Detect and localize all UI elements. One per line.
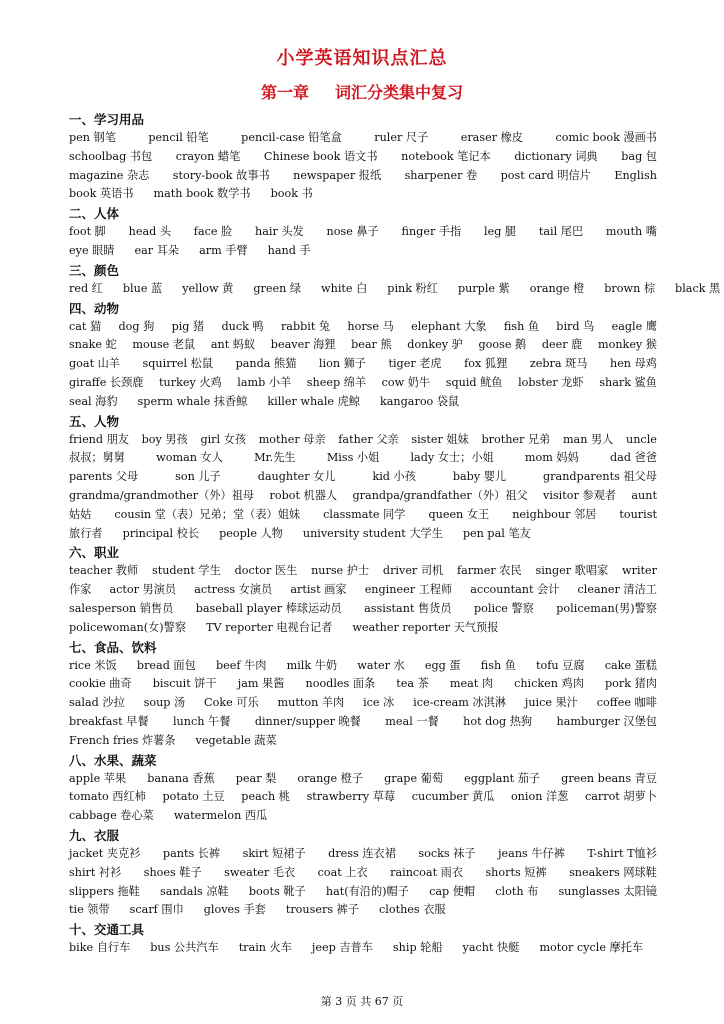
- vocab-term: cap 便帽: [429, 884, 476, 898]
- vocab-term: book 书: [270, 187, 313, 201]
- vocab-term: nose 鼻子: [326, 225, 379, 239]
- vocab-term: panda 熊猫: [235, 357, 297, 371]
- vocab-term: sunglasses 太阳镜: [558, 884, 657, 898]
- vocab-term: French fries 炸薯条: [69, 733, 176, 747]
- vocab-line: [69, 807, 657, 826]
- vocab-term: raincoat 雨衣: [390, 865, 464, 879]
- vocab-term: 作家: [69, 583, 92, 597]
- vocab-term: boots 靴子: [248, 884, 306, 898]
- vocab-term: actor 男演员: [109, 583, 177, 597]
- vocabulary-content: [69, 110, 721, 958]
- vocab-term: hamburger 汉堡包: [556, 714, 657, 728]
- vocab-term: arm 手臂: [199, 243, 248, 257]
- vocab-line: [69, 562, 657, 581]
- vocab-line: [69, 694, 657, 713]
- vocab-term: white 白: [321, 281, 368, 295]
- vocab-term: nurse 护士: [311, 564, 370, 578]
- vocab-term: tail 尾巴: [538, 225, 584, 239]
- vocab-term: cleaner 清洁工: [577, 583, 657, 597]
- vocab-line: [69, 883, 657, 902]
- vocab-term: grandpa/grandfather（外）祖父: [352, 488, 528, 502]
- vocab-term: bear 熊: [351, 338, 392, 352]
- vocab-term: 旅行者: [69, 526, 103, 540]
- vocab-term: eagle 鹰: [611, 319, 657, 333]
- vocab-term: eye 眼睛: [69, 243, 115, 257]
- vocab-term: leg 腿: [484, 225, 517, 239]
- vocab-term: aunt: [631, 488, 657, 502]
- vocab-term: girl 女孩: [200, 432, 247, 446]
- vocab-term: bird 鸟: [556, 319, 595, 333]
- vocab-term: accountant 会计: [470, 583, 560, 597]
- vocab-term: monkey 猴: [597, 338, 657, 352]
- vocab-line: [69, 675, 657, 694]
- vocab-term: sandals 凉鞋: [160, 884, 229, 898]
- section-heading: 三、颜色: [69, 262, 120, 278]
- vocab-term: clothes 衣服: [379, 903, 446, 917]
- vocab-term: cat 猫: [69, 319, 102, 333]
- vocab-line: [69, 525, 657, 544]
- vocab-term: story-book 故事书: [172, 168, 270, 182]
- vocab-line: [69, 506, 657, 525]
- vocab-line: [69, 939, 657, 958]
- vocab-term: visitor 参观者: [543, 488, 616, 502]
- vocab-term: pen 钢笔: [69, 131, 116, 144]
- vocab-term: finger 手指: [401, 225, 462, 239]
- vocab-term: notebook 笔记本: [401, 149, 491, 163]
- vocab-term: ruler 尺子: [374, 131, 429, 144]
- vocab-term: singer 歌唱家: [535, 564, 609, 578]
- vocab-term: 叔叔；舅舅: [69, 451, 125, 465]
- vocab-term: scarf 围巾: [129, 903, 184, 917]
- vocab-line: [69, 845, 657, 864]
- vocab-term: man 男人: [562, 432, 614, 446]
- vocab-term: hen 母鸡: [609, 357, 657, 371]
- vocab-term: brother 兄弟: [481, 432, 551, 446]
- vocab-term: principal 校长: [122, 526, 200, 540]
- vocab-term: writer: [622, 564, 657, 578]
- vocab-term: train 火车: [238, 941, 292, 955]
- vocab-term: dad 爸爸: [610, 451, 657, 465]
- vocab-term: jam 果酱: [237, 677, 285, 691]
- vocab-term: goose 鹅: [478, 338, 527, 352]
- vocab-line: [69, 468, 657, 487]
- vocab-term: sperm whale 抹香鲸: [137, 394, 248, 408]
- vocab-line: [69, 242, 657, 261]
- vocab-term: carrot 胡萝卜: [584, 790, 657, 804]
- vocab-term: cousin 堂（表）兄弟；堂（表）姐妹: [114, 507, 301, 521]
- vocab-term: pink 粉红: [387, 281, 438, 295]
- vocab-term: weather reporter 天气预报: [352, 620, 499, 634]
- vocab-term: water 水: [357, 658, 405, 672]
- vocab-term: slippers 拖鞋: [69, 884, 140, 898]
- section-heading: 二、人体: [69, 206, 120, 222]
- vocab-term: sheep 绵羊: [306, 375, 367, 389]
- vocab-term: mom 妈妈: [524, 451, 579, 465]
- vocab-term: shark 鲨鱼: [599, 375, 657, 389]
- vocab-term: father 父亲: [338, 432, 399, 446]
- vocab-term: breakfast 早餐: [69, 714, 149, 728]
- vocab-term: eraser 橡皮: [460, 131, 523, 144]
- vocab-term: 姑姑: [69, 507, 92, 521]
- vocab-term: banana 香蕉: [147, 771, 215, 785]
- vocab-term: trousers 裤子: [285, 903, 360, 917]
- vocab-term: fox 狐狸: [464, 357, 508, 371]
- vocab-term: foot 脚: [69, 225, 106, 239]
- chapter-name: 词汇分类集中复习: [335, 83, 464, 102]
- vocab-term: bus 公共汽车: [150, 941, 219, 955]
- vocab-term: ice-cream 冰淇淋: [413, 696, 507, 710]
- vocab-term: watermelon 西瓜: [173, 809, 268, 823]
- vocab-term: biscuit 饼干: [152, 677, 217, 691]
- vocab-term: seal 海豹: [69, 394, 118, 408]
- vocab-term: chicken 鸡肉: [514, 677, 584, 691]
- vocab-term: ice 冰: [363, 696, 395, 710]
- vocab-term: meal 一餐: [385, 714, 439, 728]
- vocab-term: police 警察: [473, 601, 534, 615]
- vocab-term: pants 长裤: [162, 846, 221, 860]
- vocab-line: [69, 431, 657, 450]
- vocab-term: cow 奶牛: [381, 375, 431, 389]
- vocab-term: policeman(男)警察: [556, 601, 657, 615]
- vocab-term: juice 果汁: [524, 696, 578, 710]
- vocab-term: green beans 青豆: [561, 771, 657, 785]
- vocab-term: tie 领带: [69, 903, 110, 917]
- vocab-term: egg 蛋: [424, 658, 461, 672]
- vocab-term: grandma/grandmother（外）祖母: [69, 488, 255, 502]
- vocab-term: Coke 可乐: [204, 696, 259, 710]
- vocab-term: tea 茶: [396, 677, 429, 691]
- vocab-term: baby 婴儿: [452, 470, 507, 484]
- vocab-term: book 英语书: [69, 187, 134, 201]
- vocab-term: orange 橙: [529, 281, 585, 295]
- vocab-term: pencil 铅笔: [148, 131, 209, 144]
- vocab-term: kid 小孩: [372, 470, 416, 484]
- section-heading: 九、衣服: [69, 827, 120, 843]
- vocab-term: salad 沙拉: [69, 696, 125, 710]
- vocab-term: woman 女人: [156, 451, 223, 465]
- section-heading: 一、学习用品: [69, 112, 145, 127]
- vocab-term: milk 牛奶: [286, 658, 338, 672]
- vocab-term: pear 梨: [235, 771, 277, 785]
- vocab-term: elephant 大象: [411, 319, 487, 333]
- vocab-term: pork 猪肉: [605, 677, 657, 691]
- vocab-line: [69, 864, 657, 883]
- vocab-line: [69, 713, 657, 732]
- vocab-term: cookie 曲奇: [69, 677, 132, 691]
- vocab-term: comic book 漫画书: [555, 131, 657, 144]
- vocab-term: soup 汤: [143, 696, 186, 710]
- section-heading: 十、交通工具: [69, 922, 145, 938]
- vocab-line: [69, 449, 657, 468]
- section-heading: 五、人物: [69, 413, 120, 429]
- vocab-term: cloth 布: [495, 884, 539, 898]
- vocab-term: cucumber 黄瓜: [411, 790, 495, 804]
- vocab-term: uncle: [626, 432, 657, 446]
- vocab-line: [69, 581, 657, 600]
- section-heading: 六、职业: [69, 545, 120, 561]
- vocab-line: [69, 148, 657, 167]
- vocab-term: cabbage 卷心菜: [69, 809, 154, 823]
- vocab-term: TV reporter 电视台记者: [206, 620, 333, 634]
- vocab-term: hair 头发: [255, 225, 304, 239]
- vocab-term: baseball player 棒球运动员: [195, 601, 342, 615]
- vocab-line: [69, 487, 657, 506]
- vocab-line: [69, 355, 657, 374]
- vocab-term: son 儿子: [175, 470, 221, 484]
- vocab-line: [69, 167, 657, 186]
- vocab-term: shirt 衬衫: [69, 865, 122, 879]
- vocab-term: green 绿: [253, 281, 302, 295]
- vocab-term: queen 女王: [428, 507, 490, 521]
- vocab-term: Chinese book 语文书: [263, 149, 378, 163]
- vocab-line: [69, 657, 657, 676]
- vocab-term: sister 姐妹: [411, 432, 469, 446]
- vocab-term: yellow 黄: [182, 281, 234, 295]
- vocab-line: [69, 336, 657, 355]
- vocab-term: artist 画家: [290, 583, 347, 597]
- vocab-term: sharpener 卷: [404, 168, 478, 182]
- vocab-term: engineer 工程师: [364, 583, 453, 597]
- vocab-term: teacher 教师: [69, 564, 139, 578]
- chapter-label: 第一章: [260, 83, 309, 102]
- vocab-term: hot dog 热狗: [463, 714, 533, 728]
- vocab-line: [69, 185, 657, 204]
- vocab-term: dictionary 词典: [514, 149, 598, 163]
- vocab-term: mouth 嘴: [605, 225, 657, 239]
- vocab-term: orange 橙子: [297, 771, 364, 785]
- vocab-term: boy 男孩: [141, 432, 188, 446]
- vocab-term: motor cycle 摩托车: [539, 941, 644, 955]
- vocab-term: meat 肉: [449, 677, 494, 691]
- vocab-term: giraffe 长颈鹿: [69, 375, 144, 389]
- vocab-term: goat 山羊: [69, 357, 120, 371]
- vocab-term: assistant 售货员: [364, 601, 452, 615]
- vocab-term: horse 马: [347, 319, 394, 333]
- vocab-line: [69, 393, 657, 412]
- vocab-term: squirrel 松鼠: [142, 357, 214, 371]
- vocab-term: duck 鸭: [221, 319, 264, 333]
- section-heading: 八、水果、蔬菜: [69, 752, 157, 768]
- vocab-term: lamb 小羊: [237, 375, 292, 389]
- vocab-term: beef 牛肉: [215, 658, 267, 672]
- vocab-term: parents 父母: [69, 470, 139, 484]
- vocab-term: tofu 豆腐: [536, 658, 585, 672]
- vocab-term: tomato 西红柿: [69, 790, 146, 804]
- vocab-term: onion 洋葱: [510, 790, 569, 804]
- vocab-term: bag 包: [621, 149, 657, 163]
- vocab-term: mother 母亲: [258, 432, 326, 446]
- vocab-term: socks 袜子: [418, 846, 476, 860]
- vocab-term: grape 葡萄: [384, 771, 444, 785]
- vocab-line: [69, 223, 657, 242]
- vocab-term: snake 蛇: [69, 338, 117, 352]
- vocab-term: fish 鱼: [503, 319, 540, 333]
- vocab-term: zebra 斑马: [529, 357, 588, 371]
- vocab-term: jacket 夹克衫: [69, 846, 141, 860]
- vocab-term: daughter 女儿: [257, 470, 336, 484]
- vocab-term: mouse 老鼠: [132, 338, 196, 352]
- vocab-term: neighbour 邻居: [512, 507, 597, 521]
- vocab-term: sneakers 网球鞋: [569, 865, 657, 879]
- vocab-term: lion 狮子: [318, 357, 366, 371]
- vocab-term: lady 女士；小姐: [410, 451, 494, 465]
- vocab-term: hand 手: [267, 243, 311, 257]
- vocab-term: salesperson 销售员: [69, 601, 174, 615]
- section-heading: 四、动物: [69, 300, 120, 316]
- vocab-term: pencil-case 铅笔盒: [241, 131, 342, 144]
- document-title: 小学英语知识点汇总: [276, 48, 448, 69]
- vocab-term: turkey 火鸡: [159, 375, 222, 389]
- vocab-term: donkey 驴: [407, 338, 463, 352]
- vocab-term: dress 连衣裙: [328, 846, 396, 860]
- vocab-term: killer whale 虎鲸: [267, 394, 360, 408]
- vocab-term: eggplant 茄子: [464, 771, 541, 785]
- vocab-term: shorts 短裤: [485, 865, 547, 879]
- vocab-term: friend 朋友: [69, 432, 129, 446]
- vocab-term: face 脸: [193, 225, 233, 239]
- vocab-term: lobster 龙虾: [518, 375, 584, 389]
- vocab-term: blue 蓝: [122, 281, 163, 295]
- vocab-term: classmate 同学: [323, 507, 406, 521]
- vocab-term: rabbit 兔: [280, 319, 331, 333]
- vocab-term: actress 女演员: [194, 583, 273, 597]
- vocab-term: crayon 蜡笔: [175, 149, 241, 163]
- vocab-term: peach 桃: [241, 790, 290, 804]
- vocab-term: vegetable 蔬菜: [195, 733, 277, 747]
- vocab-line: [69, 318, 657, 337]
- chapter-heading: [0, 80, 724, 103]
- vocab-term: math book 数学书: [153, 187, 251, 201]
- vocab-term: grandparents 祖父母: [543, 470, 657, 484]
- vocab-term: coffee 咖啡: [596, 696, 657, 710]
- vocab-line: [69, 280, 721, 299]
- vocab-term: beaver 海狸: [270, 338, 336, 352]
- vocab-term: ship 轮船: [392, 941, 443, 955]
- vocab-line: [69, 770, 657, 789]
- vocab-term: newspaper 报纸: [293, 168, 382, 182]
- vocab-term: apple 苹果: [69, 771, 127, 785]
- vocab-term: squid 鱿鱼: [445, 375, 503, 389]
- vocab-term: deer 鹿: [541, 338, 583, 352]
- vocab-term: dinner/supper 晚餐: [254, 714, 361, 728]
- vocab-term: policewoman(女)警察: [69, 620, 187, 634]
- vocab-term: noodles 面条: [305, 677, 376, 691]
- vocab-term: post card 明信片: [500, 168, 591, 182]
- vocab-term: pen pal 笔友: [462, 526, 531, 540]
- vocab-term: jeans 牛仔裤: [498, 846, 565, 860]
- vocab-term: lunch 午餐: [172, 714, 231, 728]
- vocab-term: dog 狗: [118, 319, 155, 333]
- vocab-term: English: [614, 168, 657, 182]
- vocab-term: T-shirt T恤衫: [587, 846, 657, 860]
- vocab-line: [69, 732, 657, 751]
- vocab-term: strawberry 草莓: [306, 790, 396, 804]
- vocab-term: ear 耳朵: [134, 243, 180, 257]
- vocab-term: coat 上衣: [317, 865, 368, 879]
- page-footer: 第 3 页 共 67 页: [320, 995, 404, 1008]
- vocab-term: skirt 短裙子: [242, 846, 306, 860]
- vocab-term: hat(有沿的)帽子: [325, 884, 409, 898]
- vocab-term: Miss 小姐: [326, 451, 380, 465]
- vocab-term: brown 棕: [604, 281, 656, 295]
- vocab-line: [69, 600, 657, 619]
- vocab-line: [69, 619, 657, 638]
- vocab-term: farmer 农民: [457, 564, 522, 578]
- vocab-line: [69, 901, 657, 920]
- vocab-term: driver 司机: [382, 564, 444, 578]
- vocab-term: purple 紫: [457, 281, 510, 295]
- vocab-term: university student 大学生: [302, 526, 443, 540]
- vocab-term: kangaroo 袋鼠: [379, 394, 460, 408]
- vocab-term: red 红: [69, 281, 103, 295]
- vocab-term: mutton 羊肉: [277, 696, 345, 710]
- vocab-term: pig 猪: [171, 319, 205, 333]
- vocab-term: bike 自行车: [69, 941, 131, 955]
- vocab-term: tiger 老虎: [388, 357, 442, 371]
- vocab-term: fish 鱼: [480, 658, 516, 672]
- vocab-term: magazine 杂志: [69, 168, 150, 182]
- vocab-term: tourist: [619, 507, 657, 521]
- vocab-term: shoes 鞋子: [143, 865, 202, 879]
- vocab-term: potato 土豆: [162, 790, 225, 804]
- vocab-line: [69, 788, 657, 807]
- vocab-term: Mr.先生: [254, 451, 296, 465]
- vocab-line: [69, 374, 657, 393]
- vocab-term: cake 蛋糕: [604, 658, 657, 672]
- vocab-term: black 黑: [675, 281, 721, 295]
- vocab-term: gloves 手套: [203, 903, 266, 917]
- vocab-term: robot 机器人: [269, 488, 338, 502]
- vocab-term: student 学生: [151, 564, 221, 578]
- vocab-term: doctor 医生: [234, 564, 298, 578]
- vocab-term: ant 蚂蚁: [210, 338, 256, 352]
- vocab-term: bread 面包: [136, 658, 196, 672]
- vocab-term: schoolbag 书包: [69, 149, 153, 163]
- vocab-term: head 头: [128, 225, 172, 239]
- vocab-term: sweater 毛衣: [224, 865, 296, 879]
- vocab-term: jeep 吉普车: [311, 941, 373, 955]
- section-heading: 七、食品、饮料: [69, 639, 157, 655]
- vocab-term: yacht 快艇: [462, 941, 520, 955]
- vocab-term: rice 米饭: [69, 658, 117, 672]
- vocab-term: people 人物: [219, 526, 283, 540]
- vocab-line: [69, 129, 657, 148]
